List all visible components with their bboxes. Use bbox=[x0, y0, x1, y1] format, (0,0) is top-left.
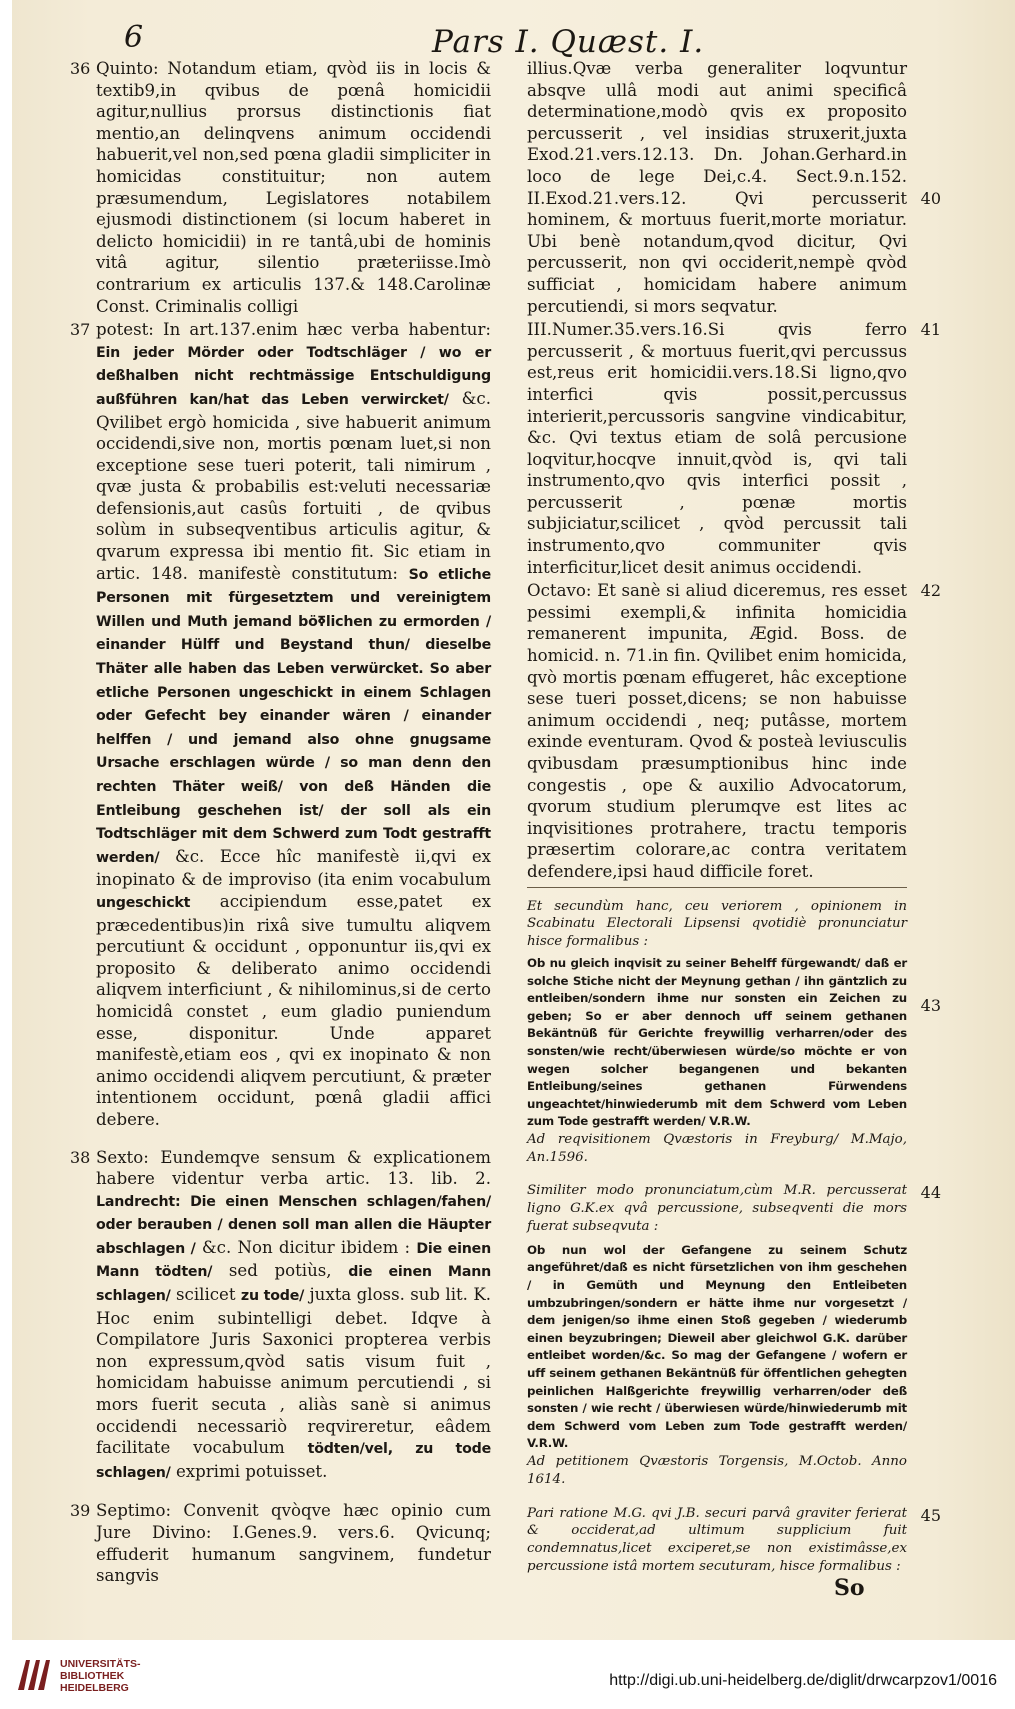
german-word: ungeschickt bbox=[96, 894, 191, 911]
german-quote: Die einen Mann tödten/ bbox=[96, 1240, 491, 1281]
paragraph-continuation bbox=[527, 58, 941, 317]
paragraph-41 bbox=[527, 319, 941, 578]
latin-text: scilicet bbox=[176, 1285, 236, 1305]
page-number: 6 bbox=[124, 20, 144, 55]
latin-text: exprimi potuisset. bbox=[175, 1461, 328, 1481]
paragraph-39 bbox=[70, 1500, 491, 1586]
latin-text: accipiendum esse,patet ex præcedentibus)in rixâ sive tumultu aliqvem percutiunt & occidunt , opponuntur iis,qvi ex proposito & deliberato animo occidendi aliqvem interficiunt , & nihilominus,si de certo homicidâ constet , eum gladio puniendum esse, disponitur. Unde apparet manifestè,etiam eos , qvi ex inopinato & non animo occidendi aliqvem percutiunt, & præter intentionem occidunt, pœnâ gladii affici debere. bbox=[96, 891, 491, 1129]
margin-number: 38 bbox=[70, 1147, 91, 1167]
margin-number: 36 bbox=[70, 59, 91, 78]
verdict-43 bbox=[527, 955, 941, 1167]
catchword: So bbox=[834, 1575, 865, 1601]
running-head: Pars I. Quæst. I. bbox=[432, 24, 705, 60]
document-page bbox=[12, 0, 1015, 1640]
latin-text: &c. Ecce hîc manifestè ii,qvi ex inopinato & de improviso (ita enim vocabulum bbox=[96, 846, 491, 890]
margin-number: 37 bbox=[70, 320, 91, 340]
verdict-44-intro bbox=[527, 1182, 941, 1235]
german-quote: Landrecht: Die einen Menschen schlagen/fahen/ oder berauben / denen soll man allen die Häupter abschlagen / bbox=[96, 1193, 491, 1257]
source-url-link[interactable]: http://digi.ub.uni-heidelberg.de/diglit/drwcarpzov1/0016 bbox=[609, 1672, 997, 1689]
paragraph-37 bbox=[70, 319, 492, 1130]
footer-bar bbox=[0, 1640, 1015, 1709]
paragraph-text: III.Numer.35.vers.16.Si qvis ferro percusserit , & mortuus fuerit,qvi percussus est,reus erit homicidii.vers.18.Si ligno,qvo interfici qvis possit,percussus interierit,percussoris sangvine vindicabitur, &c. Qvi textus etiam de solâ percusione loqvitur,hocqve innuit,qvòd is, qvi tali instrumento,qvo qvis interfici possit , percusserit , pœnæ mortis subjiciatur,scilicet , qvòd percussit tali instrumento,qvo communiter qvis interficitur,licet desit animus occidendi. bbox=[527, 320, 907, 577]
margin-number: 41 bbox=[920, 320, 941, 340]
paragraph-38 bbox=[70, 1147, 491, 1485]
latin-text: sed potiùs, bbox=[228, 1261, 332, 1281]
margin-number: 43 bbox=[920, 995, 941, 1015]
verdict-intro: Pari ratione M.G. qvi J.B. securi parvâ graviter ferierat & occiderat,ad ultimum supplicium fuit condemnatus,licet exciperet,se non existimâsse,ex percussione istâ mortem secuturam, hisce formalibus : bbox=[527, 1505, 907, 1574]
verdict-source: Ad petitionem Qvæstoris Torgensis, M.Octob. Anno 1614. bbox=[527, 1454, 907, 1487]
latin-text: &c. Non dicitur ibidem : bbox=[201, 1237, 411, 1257]
verdict-44 bbox=[527, 1242, 907, 1489]
margin-number: 40 bbox=[920, 189, 941, 208]
latin-text: juxta gloss. sub lit. K. Hoc enim subintelligi debet. Idqve à Compilatore Juris Saxonici propterea verbis non expressum,qvòd satis visum fuit , homicidam habuisse animum percutiendi , si mors fuerit secuta , aliàs sanè si animus occidendi necessariò reqvireretur, eâdem facilitate vocabulum bbox=[96, 1285, 491, 1458]
german-quote: Ein jeder Mörder oder Todtschläger / wo er deßhalben nicht rechtmässige Entschuldigung außführen kan/hat das Leben verwircket/ bbox=[96, 344, 491, 408]
verdict-source: Ad reqvisitionem Qvæstoris in Freyburg/ M.Majo, An.1596. bbox=[527, 1131, 907, 1165]
paragraph-36 bbox=[70, 58, 491, 317]
paragraph-text: Octavo: Et sanè si aliud diceremus, res esset pessimi exempli,& infinita homicidia remanerent impunita, Ægid. Boss. de homicid. n. 71.in fin. Qvilibet enim homicida, qvò mortis pœnam effugeret, hâc exceptione sese tueri posset,dicens; se non habuisse animum occidendi , neq; putâsse, mortem exinde eventuram. Qvod & posteà leviusculis qvibusdam præsumptionibus hinc inde congestis , ope & auxilio Advocatorum, qvorum studium plerumqve est lites ac inqvisitiones protrahere, tractu temporis præsertim colorare,ac contra veritatem defendere,ipsi haud difficile foret. bbox=[527, 581, 907, 881]
verdict-intro: Similiter modo pronunciatum,cùm M.R. percusserat ligno G.K.ex qvâ percussione, subseqventi die mors fuerat subseqvuta : bbox=[527, 1183, 907, 1235]
latin-text: &c. Qvilibet ergò homicida , sive habuerit animum occidendi,sive non, mortis pœnam luet,si non exceptione sese tueri poterit, tali nimirum , qvæ justa & probabilis est:veluti necessariæ defensionis,aut casûs fortuiti , de qvibus solùm in subseqventibus articulis agitur, & qvarum expressa ibi mentio fit. Sic etiam in artic. 148. manifestè constitutum: bbox=[96, 388, 491, 583]
margin-number: 45 bbox=[920, 1505, 941, 1525]
german-quote: zu tode/ bbox=[240, 1288, 305, 1305]
paragraph-text: Septimo: Convenit qvòqve hæc opinio cum Jure Divino: I.Genes.9. vers.6. Qvicunq; effuderit humanum sangvinem, fundetur sangvis bbox=[96, 1501, 491, 1586]
margin-number: 39 bbox=[70, 1501, 91, 1521]
verdict-intro: Et secundùm hanc, ceu veriorem , opinionem in Scabinatu Electorali Lipsensi qvotidiè pronunciatur hisce formalibus : bbox=[527, 898, 907, 950]
margin-number: 42 bbox=[920, 581, 941, 601]
verdict-text: Ob nun wol der Gefangene zu seinem Schutz angeführet/daß es nicht fürsetzlichen von ihm geschehen / in Gemüth und Meynung den Entleibeten umbzubringen/sondern er hätte ihme nur vorgesetzt / dem jenigen/so ihme einen Stoß gegeben / wiederumb einen beyzubringen; Dieweil aber gleichwol G.K. darüber entleibet worden/&c. So mag der Gefangene / wofern er uff seinem gethanen Bekäntnüß für öffentlichen gehegten peinlichen Halßgerichte freywillig verharren/oder deß sonsten / wie recht / überwiesen würde/hinwiederumb mit dem Schwerd vom Leben zum Tode gestrafft werden/ V.R.W. bbox=[527, 1242, 907, 1451]
margin-number: 44 bbox=[920, 1183, 941, 1203]
left-column bbox=[70, 58, 492, 1589]
latin-text: potest: In art.137.enim hæc verba habentur: bbox=[96, 320, 491, 340]
library-name: UNIVERSITÄTS- BIBLIOTHEK HEIDELBERG bbox=[60, 1658, 141, 1694]
paragraph-text: Quinto: Notandum etiam, qvòd iis in locis & textib9,in qvibus de pœnâ homicidii agitur,nullius prorsus distinctionis fiat mentio,an delinqvens animum occidendi habuerit,vel non,sed pœna gladii simpliciter in homicidas constituitur; non autem præsumendum, Legislatores notabilem ejusmodi distinctionem (si locum haberet in delicto homicidii) in re tantâ,ubi de hominis vitâ agitur, silentio præteriisse.Imò contrarium ex articulis 137.& 148.Carolinæ Const. Criminalis colligi bbox=[96, 59, 491, 316]
german-quote: tödten/vel, zu tode schlagen/ bbox=[96, 1441, 491, 1481]
german-quote: die einen Mann schlagen/ bbox=[96, 1264, 491, 1305]
right-column bbox=[527, 58, 941, 1578]
paragraph-42 bbox=[527, 580, 941, 882]
library-logo-icon bbox=[14, 1656, 52, 1694]
latin-text: Sexto: Eundemqve sensum & explicationem habere videntur verba artic. 13. lib. 2. bbox=[96, 1147, 491, 1189]
verdict-text: Ob nu gleich inqvisit zu seiner Behelff fürgewandt/ daß er solche Stiche nicht der Meynung gethan / ihn gäntzlich zu entleiben/sondern ihme nur sonsten ein Zeichen zu geben; So er aber dennoch uff seinem gethanen Bekäntnüß für Gerichte freywillig verharren/oder des sonsten/wie recht/überwiesen würde/so möchte er von wegen solcher begangenen und bekanten Entleibung/seines gethanen Fürwendens ungeachtet/hinwiederumb mit dem Schwerd vom Leben zum Tode gestrafft werden/ V.R.W. bbox=[527, 955, 907, 1129]
verdict-45-intro bbox=[527, 1505, 941, 1576]
german-quote: So etliche Personen mit fürgesetztem und vereinigtem Willen und Muth jemand böߧlichen zu ermorden / einander Hülff und Beystand thun/ dieselbe Thäter alle haben das Leben verwürcket. So aber etliche Personen ungeschickt in einem Schlagen oder Gefecht bey einander wären / einander helffen / und jemand also ohne gnugsame Ursache erschlagen würde / so man denn den rechten Thäter weiß/ von deß Händen die Entleibung geschehen ist/ der soll als ein Todtschläger mit dem Schwerd zum Todt gestrafft werden/ bbox=[96, 566, 492, 866]
paragraph-text: illius.Qvæ verba generaliter loqvuntur absqve ullâ modi aut animi specificâ determinatione,modò qvis ex proposito percusserit , vel insidias struxerit,juxta Exod.21.vers.12.13. Dn. Johan.Gerhard.in loco de lege Dei,c.4. Sect.9.n.152. II.Exod.21.vers.12. Qvi percusserit hominem, & mortuus fuerit,morte moriatur. Ubi benè notandum,qvod dicitur, Qvi percusserit, non qvi occiderit,nempè qvòd sufficiat , homicidam habere animum percutiendi, si mors seqvatur. bbox=[527, 59, 907, 316]
